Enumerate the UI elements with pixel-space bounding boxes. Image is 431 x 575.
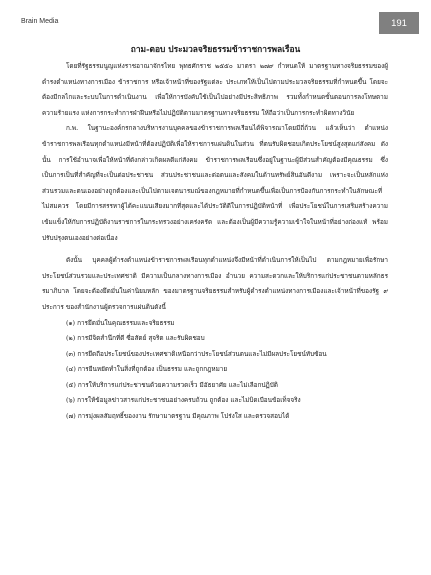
list-item: (๑) การยึดมั่นในคุณธรรมและจริยธรรม [66, 318, 175, 327]
list-item: (๓) การยึดถือประโยชน์ของประเทศชาติเหนือกว่าประโยชน์ส่วนตนและไม่มีผลประโยชน์ทับซ้อน [66, 349, 327, 358]
page-title: ถาม-ตอบ ประมวลจริยธรรมข้าราชการพลเรือน [130, 44, 301, 54]
list-item: (๖) การให้ข้อมูลข่าวสารแก่ประชาชนอย่างครบถ้วน ถูกต้อง และไม่บิดเบือนข้อเท็จจริง [66, 396, 301, 405]
publisher-name: Brain Media [21, 18, 59, 25]
list-item: (๕) การให้บริการแก่ประชาชนด้วยความรวดเร็ว มีอัธยาศัย และไม่เลือกปฏิบัติ [66, 380, 278, 389]
body-text [42, 59, 388, 425]
principles-list [42, 316, 388, 425]
paragraph: ก.พ. ในฐานะองค์กรกลางบริหารงานบุคคลของข้าราชการพลเรือนได้พิจารณาโดยมีถี่ถ้วน แล้วเห็นว่า ตำแหน่งข้าราชการพลเรือนทุกตำแหน่งมีหน้าที่ต้องปฏิบัติเพื่อให้ราชการแผ่นดินในส่วน ที่ตนรับผิดชอบเกิดประโยชน์สูงสุดแก่สังคม ดังนั้น การใช้อำนาจเพื่อให้หน้าที่ดังกล่าวเกิดผลดีแก่สังคม ข้าราชการพลเรือนซึ่งอยู่ในฐานะผู้มีส่วนสำคัญต้องมีคุณธรรม ซึ่งเป็นการเป็นที่สำคัญที่จะเป็นต่อประชาชน ส่วนประชาชนและต่อตนและสังคมในด้านทรัพย์สินอันดีงาม เพราะจะเป็นหลักแห่งส่วนรวมและตนเองอย่างถูกต้องและเป็นไปตามเจตนารมณ์ของกฎหมายที่กำหนดขึ้นเพื่อเป็นการป้องกันการกระทำในลักษณะที่ไม่สมควร โดยมีการสรรหาผู้ได้คะแนนเสียงมากที่สุดและได้ประวัติดีในการปฏิบัติหน้าที่ เพื่อประโยชน์ในการเสริมสร้างความเข้มแข็งให้กับการปฏิบัติงานราชการในกระทรวงอย่างเคร่งครัด และต้องเป็นผู้มีความรู้ความเข้าใจในหน้าที่อย่างถ่องแท้ พร้อมปรับปรุงตนเองอย่างต่อเนื่อง [42, 124, 388, 242]
paragraph: ดังนั้น บุคคลผู้ดำรงตำแหน่งข้าราชการพลเรือนทุกตำแหน่งจึงมีหน้าที่ดำเนินการให้เป็นไป ตามกฎหมายเพื่อรักษาประโยชน์ส่วนรวมและประเทศชาติ มีความเป็นกลางทางการเมือง อำนวย ความสะดวกและให้บริการแก่ประชาชนตามหลักธรรมาภิบาล โดยจะต้องยึดมั่นในค่านิยมหลัก ของมาตรฐานจริยธรรมสำหรับผู้ดำรงตำแหน่งทางการเมืองและเจ้าหน้าที่ของรัฐ ๙ ประการ ของสำนักงานผู้ตรวจการแผ่นดินดังนี้ [42, 256, 388, 311]
page-header [0, 12, 431, 34]
page-number-badge: 191 [379, 12, 419, 34]
list-item: (๔) การยืนหยัดทำในสิ่งที่ถูกต้อง เป็นธรรม และถูกกฎหมาย [66, 365, 228, 374]
list-item: (๒) การมีจิตสำนึกที่ดี ซื่อสัตย์ สุจริต และรับผิดชอบ [66, 334, 205, 343]
list-item: (๗) การมุ่งผลสัมฤทธิ์ของงาน รักษามาตรฐาน มีคุณภาพ โปร่งใส และตรวจสอบได้ [66, 412, 290, 421]
paragraph: โดยที่รัฐธรรมนูญแห่งราชอาณาจักรไทย พุทธศักราช ๒๕๕๐ มาตรา ๒๗๙ กำหนดให้ มาตรฐานทางจริยธรรมของผู้ดำรงตำแหน่งทางการเมือง ข้าราชการ หรือเจ้าหน้าที่ของรัฐแต่ละ ประเภทให้เป็นไปตามประมวลจริยธรรมที่กำหนดขึ้น โดยจะต้องมีกลไกและระบบในการดำเนินงาน เพื่อให้การบังคับใช้เป็นไปอย่างมีประสิทธิภาพ รวมทั้งกำหนดขั้นตอนการลงโทษตามความร้ายแรง แห่งการกระทำการฝ่าฝืนหรือไม่ปฏิบัติตามมาตรฐานทางจริยธรรม ให้ถือว่าเป็นการกระทำผิดทางวินัย [42, 62, 388, 117]
